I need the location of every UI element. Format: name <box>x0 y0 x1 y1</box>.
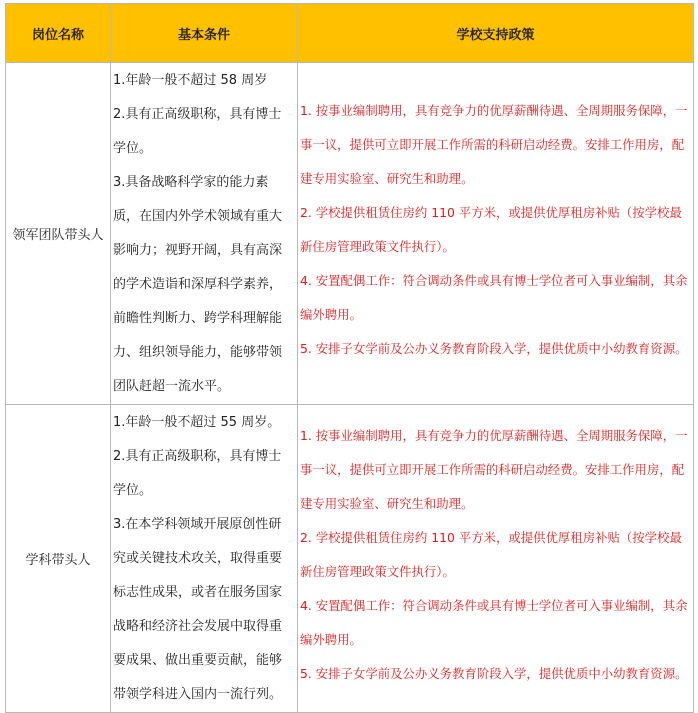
recruitment-policy-table <box>5 3 694 713</box>
policies-cell <box>298 405 694 713</box>
policy-item: 1. 按事业编制聘用，具有竞争力的优厚薪酬待遇、全周期服务保障，一事一议，提供可立即开展工作所需的科研启动经费。安排工作用房，配建专用实验室、研究生和助理。 <box>300 103 688 186</box>
table-row <box>6 405 694 713</box>
position-name-cell: 学科带头人 <box>6 405 111 713</box>
condition-item: 2.具有正高级职称，具有博士学位。 <box>113 107 282 156</box>
header-basic-conditions: 基本条件 <box>111 4 298 63</box>
conditions-cell <box>111 63 298 405</box>
policy-item: 2. 学校提供租赁住房约 110 平方米，或提供优厚租房补贴（按学校最新住房管理政策文件执行）。 <box>300 205 682 254</box>
condition-item: 1.年龄一般不超过 58 周岁 <box>113 73 268 88</box>
position-name-cell: 领军团队带头人 <box>6 63 111 405</box>
header-school-support-policy: 学校支持政策 <box>298 4 694 63</box>
condition-item: 3.具备战略科学家的能力素质，在国内外学术领域有重大影响力；视野开阔，具有高深的学术造诣和深厚科学素养，前瞻性判断力、跨学科理解能力、组织领导能力，能够带领团队赶超一流水平。 <box>113 175 283 394</box>
condition-item: 1.年龄一般不超过 55 周岁。 <box>113 415 281 430</box>
policy-item: 2. 学校提供租赁住房约 110 平方米，或提供优厚租房补贴（按学校最新住房管理政策文件执行）。 <box>300 530 682 579</box>
header-position-name: 岗位名称 <box>6 4 111 63</box>
conditions-cell <box>111 405 298 713</box>
policy-item: 5. 安排子女学前及公办义务教育阶段入学，提供优质中小幼教育资源。 <box>300 341 688 356</box>
table-row <box>6 63 694 405</box>
policy-item: 5. 安排子女学前及公办义务教育阶段入学，提供优质中小幼教育资源。 <box>300 666 688 681</box>
policies-cell <box>298 63 694 405</box>
table-header-row <box>6 4 694 63</box>
policy-item: 1. 按事业编制聘用，具有竞争力的优厚薪酬待遇、全周期服务保障，一事一议，提供可立即开展工作所需的科研启动经费。安排工作用房，配建专用实验室、研究生和助理。 <box>300 428 688 511</box>
policy-item: 4. 安置配偶工作：符合调动条件或具有博士学位者可入事业编制，其余编外聘用。 <box>300 273 688 322</box>
policy-item: 4. 安置配偶工作：符合调动条件或具有博士学位者可入事业编制，其余编外聘用。 <box>300 598 688 647</box>
condition-item: 3.在本学科领域开展原创性研究或关键技术攻关，取得重要标志性成果，或者在服务国家战略和经济社会发展中取得重要成果、做出重要贡献，能够带领学科进入国内一流行列。 <box>113 517 283 702</box>
condition-item: 2.具有正高级职称，具有博士学位。 <box>113 449 282 498</box>
